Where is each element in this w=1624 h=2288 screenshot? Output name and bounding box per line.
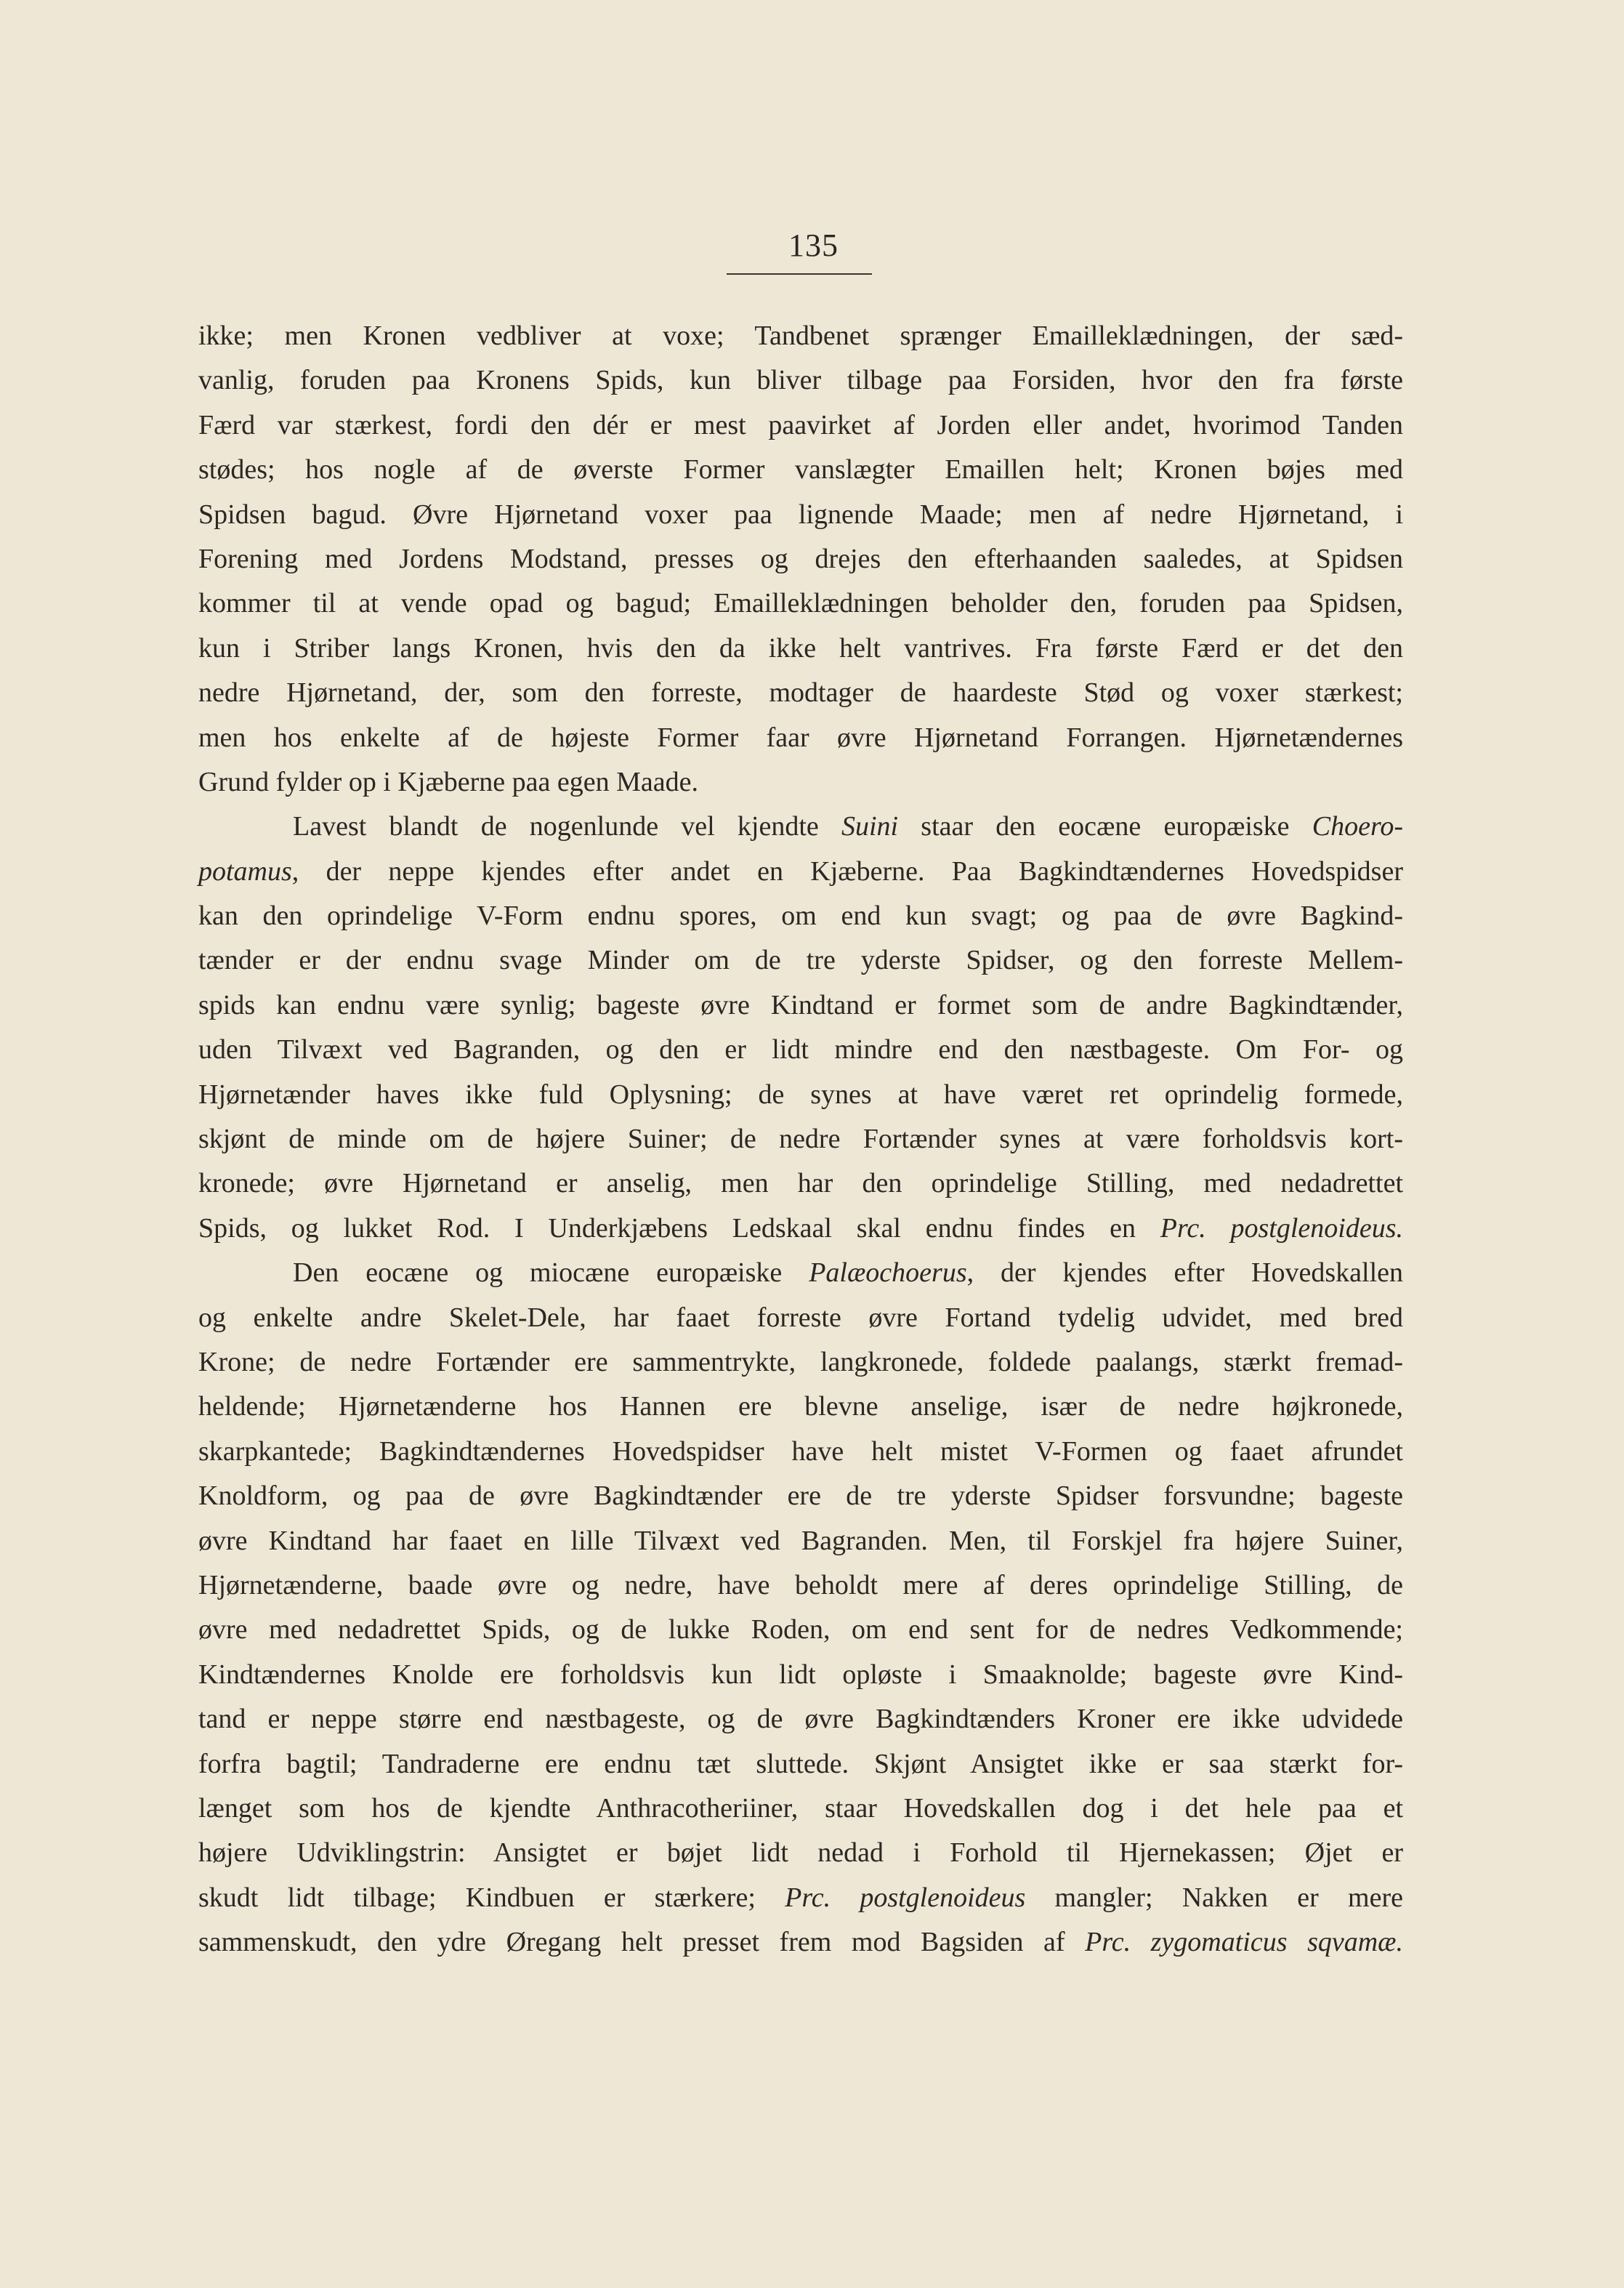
italic-term: Prc. postglenoideus [785, 1882, 1026, 1913]
text-line [198, 448, 1403, 492]
text-line [198, 983, 1403, 1028]
text-fragment: Kindtændernes Knolde ere forholdsvis kun lidt opløste i Smaaknolde; bageste øvre Kind- [198, 1659, 1403, 1690]
text-line [198, 1028, 1403, 1072]
text-line [198, 760, 1403, 805]
text-fragment: tand er neppe større end næstbageste, og de øvre Bagkindtænders Kroner ere ikke udvidede [198, 1704, 1403, 1735]
text-fragment: nedre Hjørnetand, der, som den forreste, modtager de haardeste Stød og voxer stærkest; [198, 677, 1403, 709]
italic-term: Suini [841, 811, 899, 842]
text-line [198, 716, 1403, 760]
text-line [198, 537, 1403, 581]
text-line [198, 1296, 1403, 1340]
text-line [198, 1474, 1403, 1518]
text-fragment: skjønt de minde om de højere Suiner; de nedre Fortænder synes at være forholdsvis kort- [198, 1124, 1403, 1155]
text-line [198, 493, 1403, 537]
text-fragment: øvre med nedadrettet Spids, og de lukke Roden, om end sent for de nedres Vedkommende; [198, 1614, 1403, 1645]
text-fragment: forfra bagtil; Tandraderne ere endnu tæt sluttede. Skjønt Ansigtet ikke er saa stærkt for- [198, 1748, 1403, 1779]
italic-term: potamus [198, 855, 292, 887]
text-fragment: Lavest blandt de nogenlunde vel kjendte [293, 811, 841, 842]
text-fragment: kommer til at vende opad og bagud; Emailleklædningen beholder den, foruden paa Spidsen, [198, 588, 1403, 619]
text-line [198, 1831, 1403, 1875]
text-line [198, 1608, 1403, 1652]
text-fragment: Grund fylder op i Kjæberne paa egen Maade. [198, 766, 698, 797]
text-line [198, 581, 1403, 626]
text-line [198, 805, 1403, 849]
text-line [198, 1742, 1403, 1787]
text-line [198, 1251, 1403, 1295]
header-rule [727, 273, 872, 275]
text-line [198, 1920, 1403, 1965]
text-fragment: kan den oprindelige V-Form endnu spores, om end kun svagt; og paa de øvre Bagkind- [198, 901, 1403, 932]
text-line [198, 1430, 1403, 1474]
text-fragment: skarpkantede; Bagkindtændernes Hovedspidser have helt mistet V-Formen og faaet afrundet [198, 1435, 1403, 1467]
text-line [198, 850, 1403, 894]
text-line [198, 314, 1403, 358]
text-line [198, 1787, 1403, 1831]
text-fragment: staar den eocæne europæiske [898, 811, 1312, 842]
text-fragment: Knoldform, og paa de øvre Bagkindtænder ere de tre yderste Spidser forsvundne; bageste [198, 1481, 1403, 1512]
text-fragment: sammenskudt, den ydre Øregang helt presset frem mod Bagsiden af [198, 1927, 1086, 1958]
text-line [198, 671, 1403, 715]
text-line [198, 1519, 1403, 1563]
text-fragment: øvre Kindtand har faaet en lille Tilvæxt ved Bagranden. Men, til Forskjel fra højere Suiner, [198, 1525, 1403, 1556]
body-text [198, 314, 1403, 1965]
text-line [198, 627, 1403, 671]
text-fragment: Færd var stærkest, fordi den dér er mest paavirket af Jorden eller andet, hvorimod Tanden [198, 409, 1403, 440]
text-fragment: heldende; Hjørnetænderne hos Hannen ere blevne anselige, især de nedre højkronede, [198, 1391, 1403, 1422]
text-line [198, 1073, 1403, 1117]
text-fragment: kronede; øvre Hjørnetand er anselig, men har den oprindelige Stilling, med nedadrettet [198, 1168, 1403, 1199]
italic-term: Choero- [1312, 811, 1403, 842]
text-line [198, 894, 1403, 938]
text-fragment: Hjørnetænderne, baade øvre og nedre, have beholdt mere af deres oprindelige Stilling, de [198, 1569, 1403, 1600]
text-fragment: men hos enkelte af de højeste Former faar øvre Hjørnetand Forrangen. Hjørnetændernes [198, 722, 1403, 753]
text-line [198, 1385, 1403, 1429]
text-line [198, 938, 1403, 983]
text-fragment: uden Tilvæxt ved Bagranden, og den er lidt mindre end den næstbageste. Om For- og [198, 1034, 1403, 1066]
text-line [198, 1697, 1403, 1741]
text-line [198, 1117, 1403, 1161]
text-fragment: Spidsen bagud. Øvre Hjørnetand voxer paa lignende Maade; men af nedre Hjørnetand, i [198, 499, 1403, 530]
text-fragment: Forening med Jordens Modstand, presses og drejes den efterhaanden saaledes, at Spidsen [198, 543, 1403, 574]
text-fragment: længet som hos de kjendte Anthracotheriiner, staar Hovedskallen dog i det hele paa et [198, 1792, 1403, 1824]
text-line [198, 403, 1403, 448]
text-line [198, 358, 1403, 403]
page-number-container [0, 227, 1624, 264]
text-line [198, 1653, 1403, 1697]
italic-term: Prc. postglenoideus. [1160, 1212, 1404, 1244]
text-fragment: , der neppe kjendes efter andet en Kjæberne. Paa Bagkindtændernes Hovedspidser [291, 855, 1403, 887]
text-fragment: spids kan endnu være synlig; bageste øvre Kindtand er formet som de andre Bagkindtænder, [198, 989, 1403, 1020]
text-line [198, 1563, 1403, 1608]
text-fragment: Hjørnetænder haves ikke fuld Oplysning; de synes at have været ret oprindelig formede, [198, 1079, 1403, 1110]
text-fragment: mangler; Nakken er mere [1025, 1882, 1403, 1913]
italic-term: Prc. zygomaticus sqvamæ. [1085, 1927, 1404, 1958]
text-line [198, 1207, 1403, 1251]
text-fragment: stødes; hos nogle af de øverste Former vanslægter Emaillen helt; Kronen bøjes med [198, 454, 1403, 486]
text-fragment: , der kjendes efter Hovedskallen [966, 1257, 1403, 1289]
text-fragment: vanlig, foruden paa Kronens Spids, kun bliver tilbage paa Forsiden, hvor den fra første [198, 365, 1403, 396]
text-fragment: Den eocæne og miocæne europæiske [293, 1257, 809, 1289]
text-fragment: Krone; de nedre Fortænder ere sammentrykte, langkronede, foldede paalangs, stærkt fremad- [198, 1346, 1403, 1377]
text-line [198, 1876, 1403, 1920]
text-fragment: kun i Striber langs Kronen, hvis den da ikke helt vantrives. Fra første Færd er det den [198, 632, 1403, 664]
text-fragment: skudt lidt tilbage; Kindbuen er stærkere; [198, 1882, 785, 1913]
text-fragment: og enkelte andre Skelet-Dele, har faaet forreste øvre Fortand tydelig udvidet, med bred [198, 1302, 1403, 1333]
text-fragment: højere Udviklingstrin: Ansigtet er bøjet lidt nedad i Forhold til Hjernekassen; Øjet er [198, 1837, 1403, 1869]
text-fragment: Spids, og lukket Rod. I Underkjæbens Ledskaal skal endnu findes en [198, 1212, 1160, 1244]
text-fragment: tænder er der endnu svage Minder om de tre yderste Spidser, og den forreste Mellem- [198, 945, 1403, 976]
page-number: 135 [788, 227, 839, 263]
text-fragment: ikke; men Kronen vedbliver at voxe; Tandbenet sprænger Emailleklædningen, der sæd- [198, 321, 1403, 351]
italic-term: Palæochoerus [809, 1257, 967, 1289]
text-line [198, 1161, 1403, 1206]
text-line [198, 1340, 1403, 1385]
